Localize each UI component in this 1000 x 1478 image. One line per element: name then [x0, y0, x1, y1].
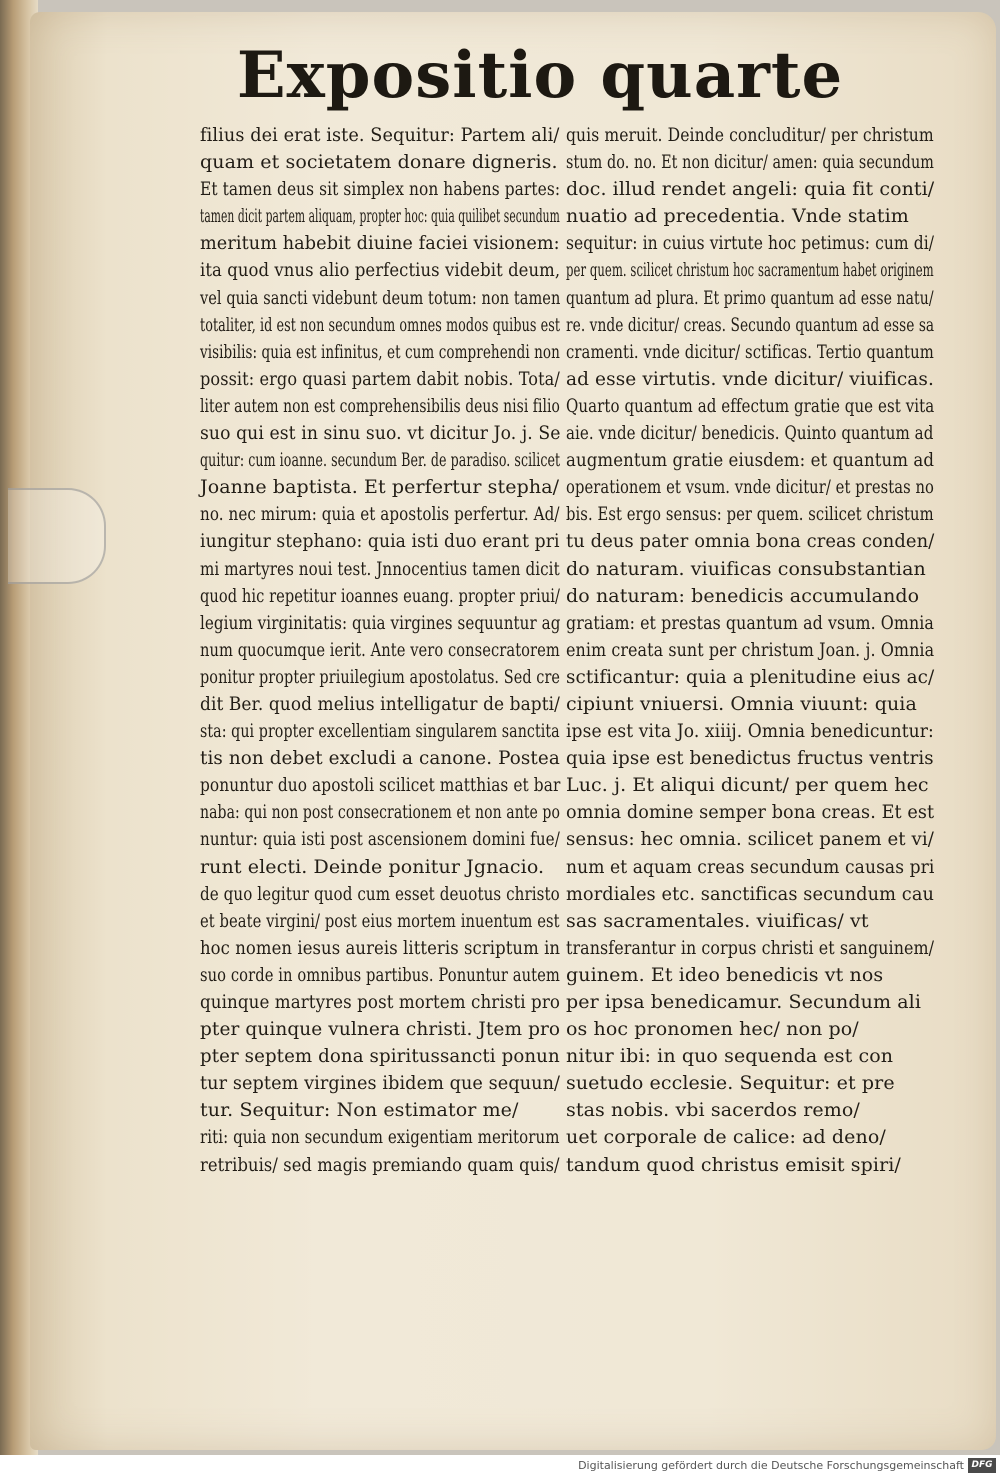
text-line: quod hic repetitur ioannes euang. propter priui/	[200, 584, 561, 607]
text-line: ponuntur duo apostoli scilicet matthias et bar	[200, 774, 561, 797]
text-line: enim creata sunt per christum Joan. j. Omnia	[566, 638, 935, 661]
text-line: no. nec mirum: quia et apostolis perfertur. Ad/	[200, 503, 560, 526]
text-line: sctificantur: quia a plenitudine eius ac/	[566, 665, 935, 688]
text-line: quantum ad plura. Et primo quantum ad esse natu/	[566, 286, 934, 309]
text-line: legium virginitatis: quia virgines sequuntur ag	[200, 611, 561, 634]
text-line: do naturam: benedicis accumulando	[566, 584, 920, 607]
page-clip	[8, 488, 106, 584]
text-line: suetudo ecclesie. Sequitur: et pre	[566, 1072, 895, 1095]
page-title: Expositio quarte	[236, 38, 844, 113]
text-line: gratiam: et prestas quantum ad vsum. Omnia	[566, 611, 934, 634]
text-line: tu deus pater omnia bona creas conden/	[566, 530, 935, 553]
text-line: mi martyres noui test. Jnnocentius tamen dicit	[200, 557, 560, 580]
text-line: augmentum gratie eiusdem: et quantum ad	[566, 449, 935, 472]
text-line: uet corporale de calice: ad deno/	[566, 1126, 886, 1149]
text-line: possit: ergo quasi partem dabit nobis. Tota/	[200, 367, 560, 390]
text-line: filius dei erat iste. Sequitur: Partem ali/	[200, 124, 560, 146]
footer	[0, 1455, 1000, 1478]
text-line: per quem. scilicet christum hoc sacramentum habet originem	[566, 259, 934, 282]
text-line: dit Ber. quod melius intelligatur de bapti/	[200, 692, 560, 715]
text-line: riti: quia non secundum exigentiam meritorum	[200, 1126, 560, 1149]
text-line: ipse est vita Jo. xiiij. Omnia benedicuntur:	[566, 720, 934, 743]
text-line: operationem et vsum. vnde dicitur/ et prestas no	[566, 476, 935, 499]
text-line: pter quinque vulnera christi. Jtem pro	[200, 1018, 561, 1041]
text-line: cramenti. vnde dicitur/ sctificas. Tertio quantum	[566, 340, 934, 363]
dfg-logo: DFG	[968, 1458, 996, 1473]
text-line: aie. vnde dicitur/ benedicis. Quinto quantum ad	[566, 422, 934, 445]
text-line: tamen dicit partem aliquam, propter hoc: quia quilibet secundum	[200, 205, 560, 228]
text-line: naba: qui non post consecrationem et non ante po	[200, 801, 560, 824]
text-line: ita quod vnus alio perfectius videbit deum,	[200, 259, 561, 282]
text-line: hoc nomen iesus aureis litteris scriptum in	[200, 936, 561, 959]
text-line: tur. Sequitur: Non estimator me/	[200, 1099, 519, 1122]
text-line: et beate virgini/ post eius mortem inuentum est	[200, 909, 560, 932]
text-line: pter septem dona spiritussancti ponun	[200, 1045, 560, 1068]
text-line: doc. illud rendet angeli: quia fit conti/	[566, 178, 935, 201]
text-line: iungitur stephano: quia isti duo erant pri	[200, 530, 560, 553]
text-line: tis non debet excludi a canone. Postea	[200, 747, 560, 770]
text-line: de quo legitur quod cum esset deuotus christo	[200, 882, 560, 905]
text-line: quam et societatem donare digneris.	[200, 151, 558, 174]
text-line: nuatio ad precedentia. Vnde statim	[566, 205, 909, 228]
text-line: Et tamen deus sit simplex non habens partes:	[200, 178, 561, 201]
text-line: vel quia sancti videbunt deum totum: non tamen	[200, 286, 561, 309]
text-line: os hoc pronomen hec/ non po/	[566, 1018, 859, 1041]
page-header	[0, 38, 1000, 113]
text-line: meritum habebit diuine faciei visionem:	[200, 232, 560, 255]
text-line: re. vnde dicitur/ creas. Secundo quantum ad esse sa	[566, 313, 935, 336]
text-line: sensus: hec omnia. scilicet panem et vi/	[566, 828, 934, 851]
text-line: Joanne baptista. Et perfertur stepha/	[200, 476, 560, 499]
text-column-left	[200, 122, 560, 1179]
text-line: num quocumque ierit. Ante vero consecratorem	[200, 638, 560, 661]
text-line: ad esse virtutis. vnde dicitur/ viuificas.	[566, 367, 935, 390]
text-line: stas nobis. vbi sacerdos remo/	[566, 1099, 860, 1122]
text-line: quia ipse est benedictus fructus ventris	[566, 747, 934, 770]
text-line: visibilis: quia est infinitus, et cum comprehendi non	[200, 340, 560, 363]
text-line: tandum quod christus emisit spiri/	[566, 1153, 901, 1176]
text-line: cipiunt vniuersi. Omnia viuunt: quia	[566, 692, 917, 715]
text-line: suo qui est in sinu suo. vt dicitur Jo. j. Se	[200, 422, 561, 445]
text-line: nuntur: quia isti post ascensionem domini fue/	[200, 828, 560, 851]
text-line: nitur ibi: in quo sequenda est con	[566, 1045, 894, 1068]
digitization-credit: Digitalisierung gefördert durch die Deutsche Forschungsgemeinschaft	[578, 1459, 964, 1472]
text-line: stum do. no. Et non dicitur/ amen: quia secundum	[566, 151, 934, 174]
text-line: do naturam. viuificas consubstantian	[566, 557, 926, 580]
text-line: bis. Est ergo sensus: per quem. scilicet christum	[566, 503, 934, 526]
text-line: num et aquam creas secundum causas pri	[566, 855, 935, 878]
text-line: quis meruit. Deinde concluditur/ per christum	[566, 124, 934, 146]
text-line: suo corde in omnibus partibus. Ponuntur autem	[200, 963, 560, 986]
text-line: quinque martyres post mortem christi pro	[200, 991, 561, 1013]
text-line: liter autem non est comprehensibilis deus nisi filio	[200, 394, 560, 417]
text-line: Luc. j. Et aliqui dicunt/ per quem hec	[566, 774, 929, 797]
text-column-right	[566, 122, 934, 1179]
text-line: transferantur in corpus christi et sanguinem/	[566, 936, 935, 959]
text-line: quitur: cum ioanne. secundum Ber. de paradiso. scilicet	[200, 449, 561, 472]
text-line: per ipsa benedicamur. Secundum ali	[566, 991, 922, 1013]
text-line: runt electi. Deinde ponitur Jgnacio.	[200, 855, 545, 878]
text-line: ponitur propter priuilegium apostolatus. Sed cre	[200, 665, 561, 688]
text-line: sas sacramentales. viuificas/ vt	[566, 909, 869, 932]
text-line: tur septem virgines ibidem que sequun/	[200, 1072, 561, 1095]
text-line: sta: qui propter excellentiam singularem sanctita	[200, 720, 560, 743]
text-line: sequitur: in cuius virtute hoc petimus: cum di/	[566, 232, 935, 255]
text-line: retribuis/ sed magis premiando quam quis/	[200, 1153, 560, 1176]
text-line: omnia domine semper bona creas. Et est	[566, 801, 935, 824]
text-line: totaliter, id est non secundum omnes modos quibus est	[200, 313, 561, 336]
text-line: mordiales etc. sanctificas secundum cau	[566, 882, 935, 905]
text-line: guinem. Et ideo benedicis vt nos	[566, 963, 884, 986]
text-line: Quarto quantum ad effectum gratie que est vita	[566, 394, 935, 417]
